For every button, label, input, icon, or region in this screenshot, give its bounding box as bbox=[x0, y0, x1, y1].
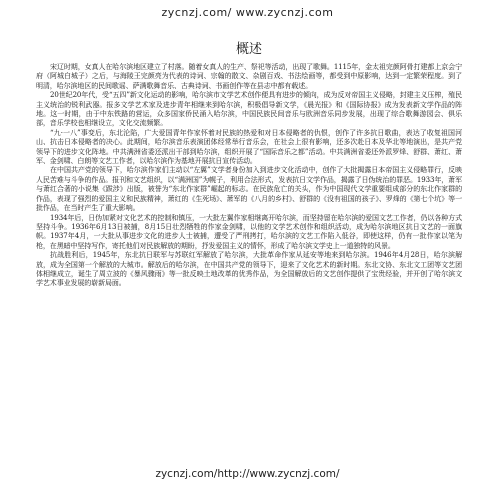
paragraph: 在中国共产党的领导下，哈尔滨作家们主动以“左翼”文学者身份加入到进步文化活动中，创作了大批揭露日本帝国主义侵略罪行，反映人民苦难与斗争的作品。报刊和文艺组织，以“满洲国”为幌子，利用合法形式，发表抗日文学作品，揭露了日伪统治的罪恶。1933年，萧军与萧红合著的小说集《跋涉》出版，被誉为“东北作家群”崛起的标志。在民族危亡的关头，作为中国现代文学重要组成部分的东北作家群的作品，表现了强烈的爱国主义和民族精神，萧红的《生死场》、萧军的《八月的乡村》、舒群的《没有祖国的孩子》、罗烽的《第七个坑》等一批作品，在当时产生了重大影响。 bbox=[36, 166, 462, 213]
header-url: zycnzj.com/ www.zycnzj.com bbox=[161, 6, 334, 19]
paragraph: 抗战胜利后，1945年，东北抗日联军与苏联红军解放了哈尔滨，大批革命作家从延安等地来到哈尔滨。1946年4月28日，哈尔滨解放，成为全国第一个解放的大城市。解放后的哈尔滨，在中国共产党的领导下，迎来了文化艺术的新时期。东北文协、东北文工团等文艺团体相继成立，诞生了周立波的《暴风骤雨》等一批反映土地改革的优秀作品，为全国解放后的文艺创作提供了宝贵经验，并开创了哈尔滨文学艺术事业发展的崭新局面。 bbox=[36, 251, 462, 288]
document-title: 概述 bbox=[235, 42, 262, 57]
paragraph: 20世纪20年代，受“五四”新文化运动的影响，哈尔滨市文学艺术创作便具有进步的倾向，成为反对帝国主义侵略，封建主义压榨，殖民主义统治的锐利武器。报多文学艺术家及进步青年相继来到哈尔滨，积极倡导新文学，《晨光报》和《国际协报》成为发表新文学作品的阵地。这一时期，由于中东铁路的营运，众多国家侨民涌入哈尔滨，中国民族民间音乐与欧洲音乐同步发展，出现了综合歌舞游园会、俱乐部，音乐学校也相继设立，文化交流频繁。 bbox=[36, 91, 462, 128]
document-page bbox=[36, 32, 462, 458]
paragraph: 1934年后，日伪加紧对文化艺术的控制和镇压，一大批左翼作家相继离开哈尔滨，而坚持留在哈尔滨的爱国文艺工作者，仍以各种方式坚持斗争。1936年6月13日被捕，8月15日壮烈牺牲的作家金剑啸，以他的文学艺术创作和组织活动，成为哈尔滨地区抗日文艺的一面旗帜。1937年4月，一大批从事进步文化的进步人士被捕，遭受了严刑拷打，哈尔滨的文艺工作陷入低谷，即使这样，仍有一批作家以笔为枪，在黑暗中坚持写作，寄托他们对民族解放的期盼，抒发爱国主义的情怀，形成了哈尔滨文学史上一道独特的风景。 bbox=[36, 213, 462, 250]
document-body bbox=[36, 63, 462, 289]
paragraph: 宋辽时期，女真人在哈尔滨地区建立了村落。随着女真人的生产、祭祀等活动，出现了歌舞。1115年，金太祖完颜阿骨打建都上京会宁府（阿城白城子）之后，与海陵王完颜亮为代表的诗词、宗翰的散文、杂剧百戏、书法绘画等，都受到中原影响，达到一定繁荣程度。到了明清，哈尔滨地区的民间歌谣、萨满歌舞音乐、古典诗词、书画创作等在县志中都有载述。 bbox=[36, 63, 462, 90]
footer-url: zycnzj.com/http://www.zycnzj.com/ bbox=[155, 468, 340, 480]
paragraph: “九·一八”事变后，东北沦陷，广大爱国青年作家怀着对民族的热爱和对日本侵略者的仇恨，创作了许多抗日歌曲，表达了收复祖国河山、抗击日本侵略者的决心。此期间，哈尔滨音乐表演团体经常举行音乐会，在社会上很有影响，还多次赴日本及华北等地演出，是共产党领导下的进步文化阵地。中共满洲省委还派出干部到哈尔滨，组织开展了“国际音乐之都”活动。中共满洲省委还外派罗烽、舒群、萧红、萧军、金剑啸、白朗等文艺工作者，以哈尔滨作为基地开展抗日宣传活动。 bbox=[36, 128, 462, 166]
